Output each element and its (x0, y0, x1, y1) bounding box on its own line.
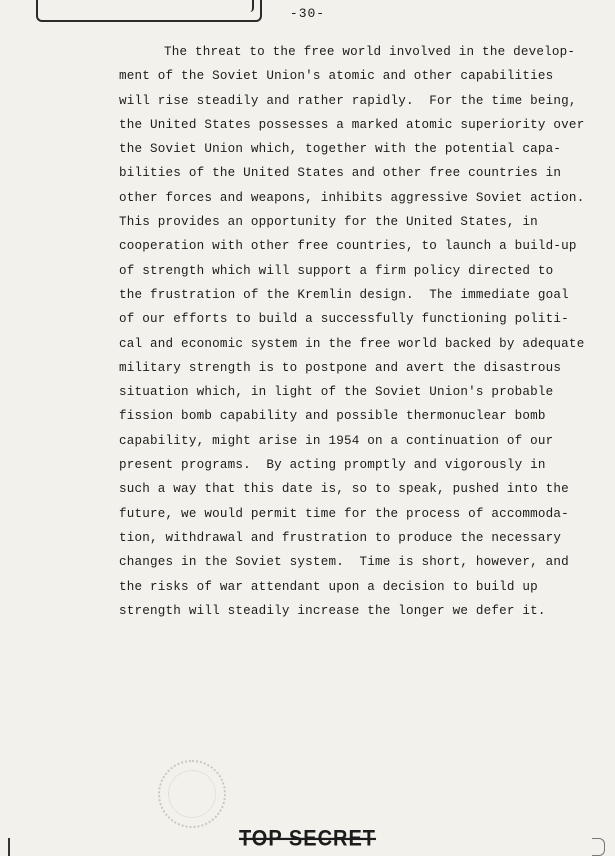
paragraph-line: the Soviet Union which, together with the potential capa- (119, 142, 562, 157)
paragraph-line: the frustration of the Kremlin design. The immediate goal (119, 287, 569, 302)
paragraph-line: fission bomb capability and possible thermonuclear bomb (119, 409, 546, 424)
paragraph-line: cooperation with other free countries, to launch a build-up (119, 239, 577, 254)
paragraph-line: other forces and weapons, inhibits aggressive Soviet action. (119, 190, 585, 205)
paragraph-line: of our efforts to build a successfully functioning politi- (119, 312, 569, 327)
paragraph-line: bilities of the United States and other free countries in (119, 166, 562, 181)
margin-mark (8, 838, 10, 856)
paragraph-line: future, we would permit time for the process of accommoda- (119, 506, 569, 521)
paragraph-line: capability, might arise in 1954 on a continuation of our (119, 433, 554, 448)
paragraph-line: will rise steadily and rather rapidly. For the time being, (119, 93, 577, 108)
paragraph-line: The threat to the free world involved in the develop- (164, 45, 576, 59)
paragraph-line: the United States possesses a marked atomic superiority over (119, 117, 585, 132)
paragraph-line: situation which, in light of the Soviet Union's probable (119, 385, 554, 400)
body-paragraph (119, 40, 585, 623)
archive-stamp (158, 760, 226, 828)
paragraph-line: such a way that this date is, so to speak, pushed into the (119, 482, 569, 497)
paragraph-line: strength will steadily increase the longer we defer it. (119, 603, 546, 618)
paragraph-line: tion, withdrawal and frustration to produce the necessary (119, 530, 562, 545)
paragraph-line: changes in the Soviet system. Time is short, however, and (119, 555, 569, 570)
paragraph-line: cal and economic system in the free world backed by adequate (119, 336, 585, 351)
paragraph-line: present programs. By acting promptly and vigorously in (119, 458, 546, 473)
paragraph-line: ment of the Soviet Union's atomic and other capabilities (119, 69, 554, 84)
paragraph-line: the risks of war attendant upon a decision to build up (119, 579, 538, 594)
paragraph-line: of strength which will support a firm policy directed to (119, 263, 554, 278)
paragraph-line: This provides an opportunity for the United States, in (119, 215, 538, 230)
corner-mark (592, 838, 605, 856)
paragraph-line: military strength is to postpone and avert the disastrous (119, 360, 562, 375)
page-number: -30- (289, 6, 326, 21)
classification-marking: TOP SECRET (238, 826, 377, 852)
